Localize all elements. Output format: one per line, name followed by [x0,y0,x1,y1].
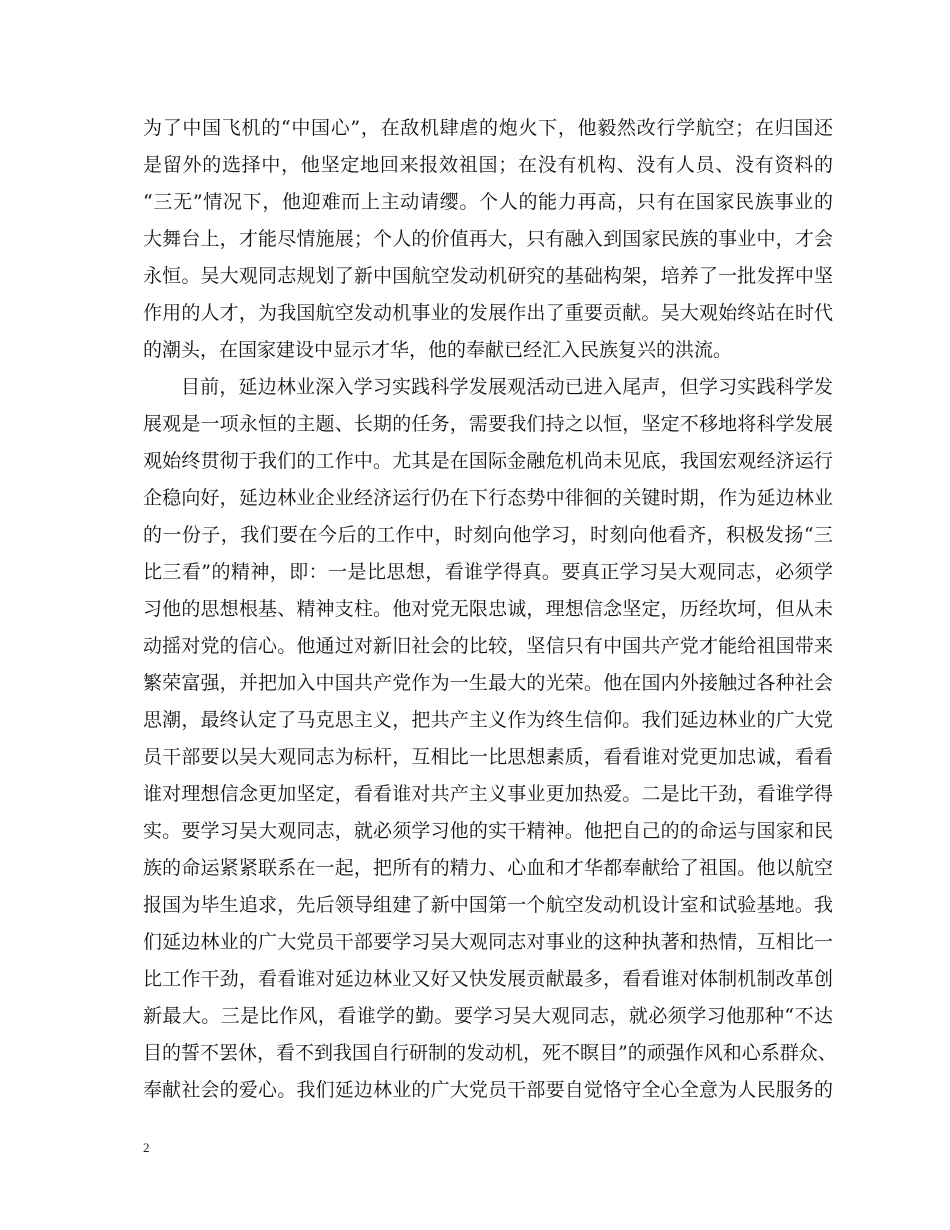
text-line-paragraph-start: 目前，延边林业深入学习实践科学发展观活动已进入尾声，但学习实践科学发 [181,376,833,398]
text-line: 作用的人才，为我国航空发动机事业的发展作出了重要贡献。吴大观始终站在时代 [143,302,833,324]
body-text [143,110,837,1109]
text-line: 目的誓不罢休，看不到我国自行研制的发动机，死不瞑目”的顽强作风和心系群众、 [143,1042,837,1064]
text-line: 比三看”的精神，即：一是比思想，看谁学得真。要真正学习吴大观同志，必须学 [143,561,833,583]
text-line: 大舞台上，才能尽情施展；个人的价值再大，只有融入到国家民族的事业中，才会 [143,228,833,250]
text-line: 比工作干劲，看看谁对延边林业又好又快发展贡献最多，看看谁对体制机制改革创 [143,968,833,990]
text-line: 是留外的选择中，他坚定地回来报效祖国；在没有机构、没有人员、没有资料的 [143,154,833,176]
text-line: “三无”情况下，他迎难而上主动请缨。个人的能力再高，只有在国家民族事业的 [143,191,833,213]
text-line: 报国为毕生追求，先后领导组建了新中国第一个航空发动机设计室和试验基地。我 [143,894,833,916]
text-line: 族的命运紧紧联系在一起，把所有的精力、心血和才华都奉献给了祖国。他以航空 [143,857,833,879]
text-line: 谁对理想信念更加坚定，看看谁对共产主义事业更加热爱。二是比干劲，看谁学得 [143,783,833,805]
text-line: 企稳向好，延边林业企业经济运行仍在下行态势中徘徊的关键时期，作为延边林业 [143,487,833,509]
text-line: 永恒。吴大观同志规划了新中国航空发动机研究的基础构架，培养了一批发挥中坚 [143,265,833,287]
text-line: 奉献社会的爱心。我们延边林业的广大党员干部要自觉恪守全心全意为人民服务的 [143,1079,833,1101]
text-line: 的一份子，我们要在今后的工作中，时刻向他学习，时刻向他看齐，积极发扬“三 [143,524,833,546]
text-line: 展观是一项永恒的主题、长期的任务，需要我们持之以恒，坚定不移地将科学发展 [143,413,833,435]
text-line: 的潮头，在国家建设中显示才华，他的奉献已经汇入民族复兴的洪流。 [143,339,733,361]
text-line: 观始终贯彻于我们的工作中。尤其是在国际金融危机尚未见底，我国宏观经济运行 [143,450,833,472]
text-line: 为了中国飞机的“中国心”，在敌机肆虐的炮火下，他毅然改行学航空；在归国还 [143,117,833,139]
text-line: 新最大。三是比作风，看谁学的勤。要学习吴大观同志，就必须学习他那种“不达 [143,1005,833,1027]
text-line: 员干部要以吴大观同志为标杆，互相比一比思想素质，看看谁对党更加忠诚，看看 [143,746,833,768]
text-line: 们延边林业的广大党员干部要学习吴大观同志对事业的这种执著和热情，互相比一 [143,931,833,953]
page-number: 2 [143,1140,150,1155]
text-line: 习他的思想根基、精神支柱。他对党无限忠诚，理想信念坚定，历经坎坷，但从未 [143,598,833,620]
text-line: 繁荣富强，并把加入中国共产党作为一生最大的光荣。他在国内外接触过各种社会 [143,672,833,694]
text-line: 实。要学习吴大观同志，就必须学习他的实干精神。他把自己的的命运与国家和民 [143,820,833,842]
text-line: 动摇对党的信心。他通过对新旧社会的比较，坚信只有中国共产党才能给祖国带来 [143,635,833,657]
text-line: 思潮，最终认定了马克思主义，把共产主义作为终生信仰。我们延边林业的广大党 [143,709,833,731]
